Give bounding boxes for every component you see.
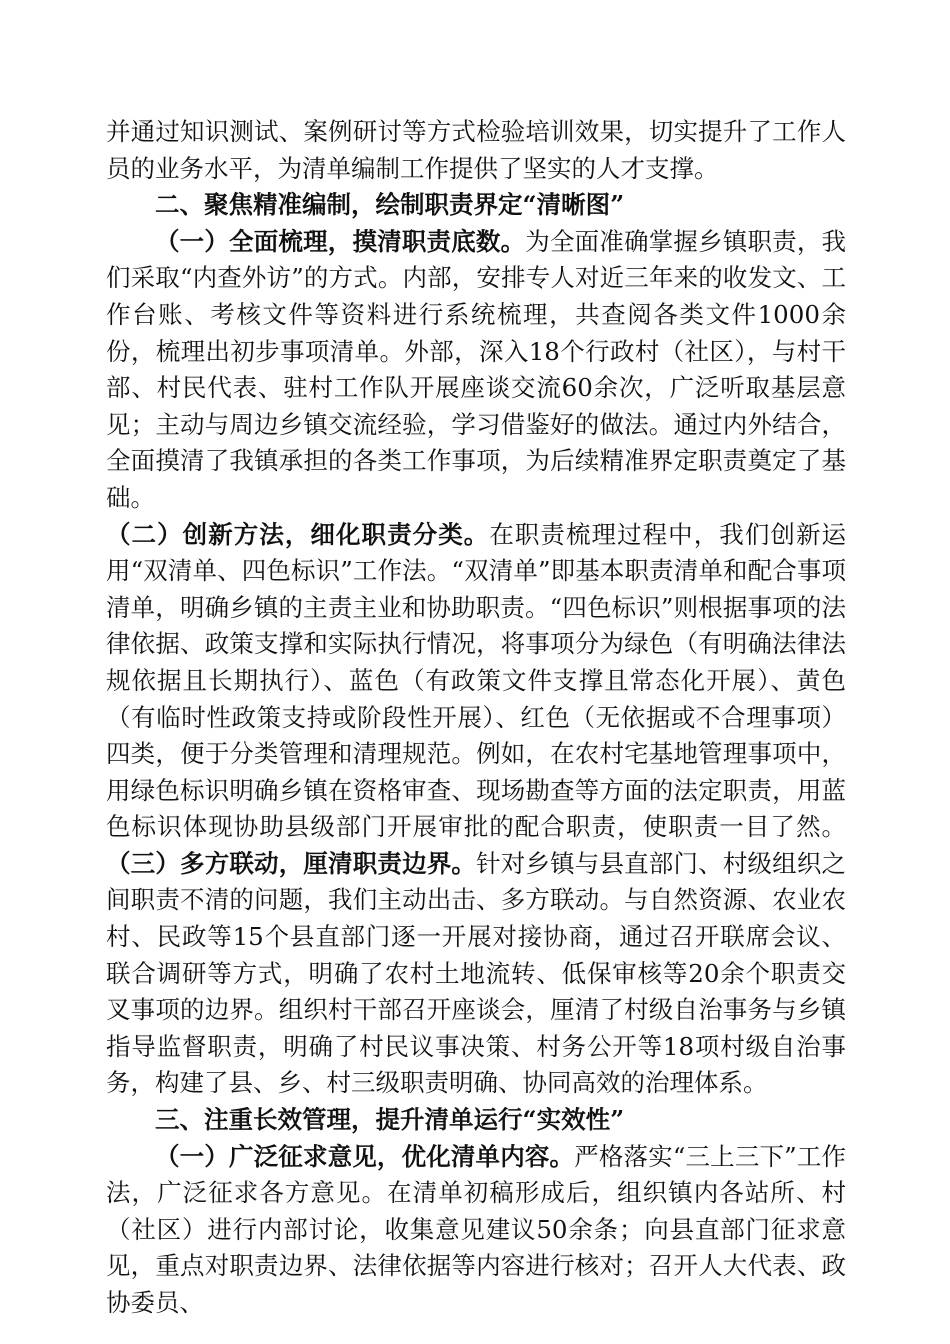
paragraph-intro: 并通过知识测试、案例研讨等方式检验培训效果，切实提升了工作人员的业务水平，为清单编制工作提供了坚实的人才支撑。	[106, 117, 846, 183]
subsection-body-4: 严格落实“三上三下”工作法，广泛征求各方意见。在清单初稿形成后，组织镇内各站所、村（社区）进行内部讨论，收集意见建议50余条；向县直部门征求意见，重点对职责边界、法律依据等内容进行核对；召开人大代表、政协委员、	[106, 1141, 846, 1317]
document-page	[106, 114, 846, 1322]
section-heading-2: 二、聚焦精准编制，绘制职责界定“清晰图”	[155, 190, 625, 220]
paragraph-subsection-4	[106, 1139, 846, 1322]
subsection-title-4: （一）广泛征求意见，优化清单内容。	[155, 1141, 575, 1171]
subsection-body-2: 在职责梳理过程中，我们创新运用“双清单、四色标识”工作法。“双清单”即基本职责清单和配合事项清单，明确乡镇的主责主业和协助职责。“四色标识”则根据事项的法律依据、政策支撑和实际执行情况，将事项分为绿色（有明确法律法规依据且长期执行）、蓝色（有政策文件支撑且常态化开展）、黄色（有临时性政策支持或阶段性开展）、红色（无依据或不合理事项）四类，便于分类管理和清理规范。例如，在农村宅基地管理事项中，用绿色标识明确乡镇在资格审查、现场勘查等方面的法定职责，用蓝色标识体现协助县级部门开展审批的配合职责，使职责一目了然。	[106, 519, 847, 842]
subsection-title-2: （二）创新方法，细化职责分类。	[106, 519, 490, 549]
subsection-title-3: （三）多方联动，厘清职责边界。	[106, 848, 477, 878]
section-heading-3: 三、注重长效管理，提升清单运行“实效性”	[155, 1105, 625, 1135]
paragraph-subsection-2-3	[106, 517, 846, 1103]
subsection-title-1: （一）全面梳理，摸清职责底数。	[155, 226, 526, 256]
paragraph-subsection-1	[106, 224, 846, 517]
subsection-body-3: 针对乡镇与县直部门、村级组织之间职责不清的问题，我们主动出击、多方联动。与自然资源、农业农村、民政等15个县直部门逐一开展对接协商，通过召开联席会议、联合调研等方式，明确了农村土地流转、低保审核等20余个职责交叉事项的边界。组织村干部召开座谈会，厘清了村级自治事务与乡镇指导监督职责，明确了村民议事决策、村务公开等18项村级自治事务，构建了县、乡、村三级职责明确、协同高效的治理体系。	[106, 848, 847, 1098]
subsection-body-1: 为全面准确掌握乡镇职责，我们采取“内查外访”的方式。内部，安排专人对近三年来的收发文、工作台账、考核文件等资料进行系统梳理，共查阅各类文件1000余份，梳理出初步事项清单。外部，深入18个行政村（社区），与村干部、村民代表、驻村工作队开展座谈交流60余次，广泛听取基层意见；主动与周边乡镇交流经验，学习借鉴好的做法。通过内外结合，全面摸清了我镇承担的各类工作事项，为后续精准界定职责奠定了基础。	[106, 226, 847, 512]
